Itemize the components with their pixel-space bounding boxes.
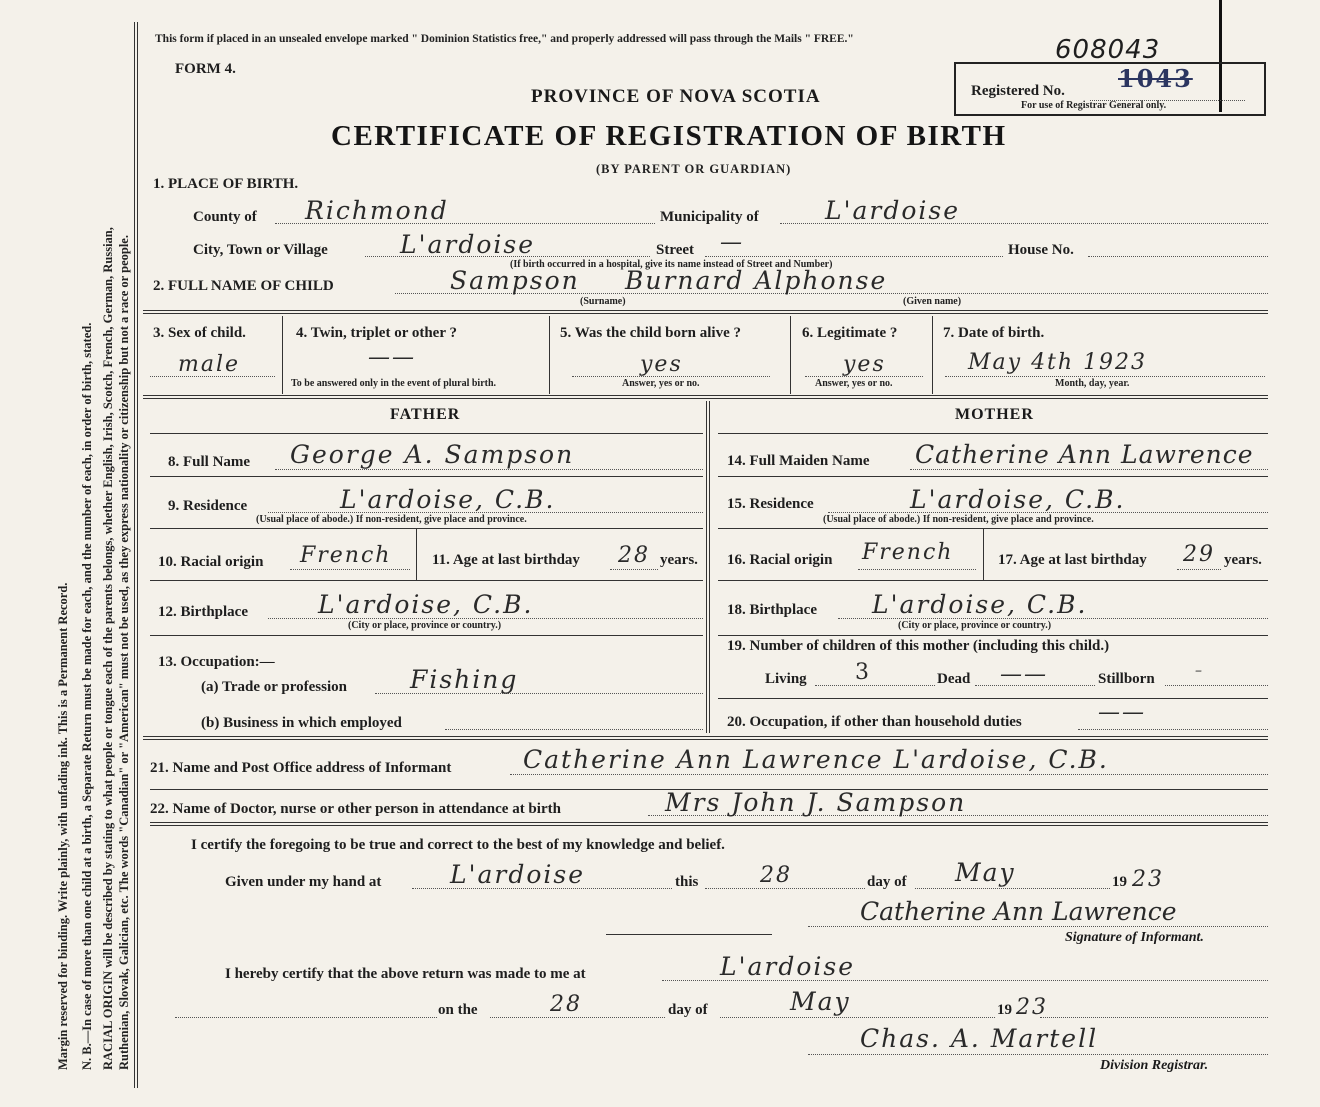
mother-age-label: 17. Age at last birthday	[998, 552, 1147, 568]
registrar-statement: I hereby certify that the above return was made to me at	[225, 966, 586, 982]
informant-signature-label: Signature of Informant.	[1065, 930, 1204, 945]
mother-years: years.	[1224, 552, 1262, 568]
father-birthplace: L'ardoise, C.B.	[318, 590, 534, 619]
given-place: L'ardoise	[450, 860, 586, 889]
living-value: 3	[855, 660, 871, 685]
father-race: French	[300, 543, 392, 568]
given-month: May	[955, 858, 1016, 887]
born-alive-note: Answer, yes or no.	[622, 378, 700, 389]
father-occupation-label: 13. Occupation:—	[158, 654, 275, 670]
father-age-label: 11. Age at last birthday	[432, 552, 580, 568]
street-label: Street	[656, 242, 695, 258]
informant-value: Catherine Ann Lawrence L'ardoise, C.B.	[523, 745, 1109, 774]
mother-birthplace-note: (City or place, province or country.)	[898, 620, 1052, 631]
section-place-of-birth: 1. PLACE OF BIRTH.	[153, 176, 299, 192]
twin-label: 4. Twin, triplet or other ?	[296, 325, 457, 341]
born-alive-label: 5. Was the child born alive ?	[560, 325, 741, 341]
mother-residence-note: (Usual place of abode.) If non-resident, give place and province.	[823, 514, 1094, 525]
child-surname: Sampson	[450, 266, 580, 295]
county-label: County of	[193, 209, 257, 225]
legitimate-note: Answer, yes or no.	[815, 378, 893, 389]
margin-note-separate-return: N. B.—In case of more than one child at a birth, a Separate Return must be made for each, and the number of each, in order of birth, stated.	[80, 322, 94, 1070]
father-trade: Fishing	[410, 665, 519, 694]
form-number: FORM 4.	[175, 61, 236, 77]
father-years: years.	[660, 552, 698, 568]
city-value: L'ardoise	[400, 230, 536, 259]
dead-value: ——	[1000, 662, 1048, 687]
certificate-subtitle: (BY PARENT OR GUARDIAN)	[596, 162, 792, 176]
legitimate-value: yes	[843, 352, 886, 377]
given-year-prefix: 19	[1112, 874, 1127, 890]
father-heading: FATHER	[390, 406, 461, 423]
father-residence-label: 9. Residence	[168, 498, 248, 514]
dob-value: May 4th 1923	[968, 350, 1148, 375]
mother-age: 29	[1183, 542, 1215, 567]
this-label: this	[675, 874, 699, 890]
given-day: 28	[760, 863, 792, 888]
given-under-label: Given under my hand at	[225, 874, 382, 890]
doctor-value: Mrs John J. Sampson	[665, 788, 967, 817]
father-birthplace-note: (City or place, province or country.)	[348, 620, 502, 631]
mail-note: This form if placed in an unsealed envelope marked " Dominion Statistics free," and properly addressed will pass through the Mails " FREE."	[155, 33, 854, 45]
doctor-label: 22. Name of Doctor, nurse or other person in attendance at birth	[150, 801, 561, 817]
registrar-signature-label: Division Registrar.	[1100, 1058, 1209, 1073]
city-label: City, Town or Village	[193, 242, 328, 258]
living-label: Living	[765, 671, 807, 687]
father-name-label: 8. Full Name	[168, 454, 251, 470]
child-given-name: Burnard Alphonse	[625, 266, 888, 295]
on-the-label: on the	[438, 1002, 478, 1018]
registrar-day: 28	[550, 992, 582, 1017]
father-race-label: 10. Racial origin	[158, 554, 264, 570]
dead-label: Dead	[937, 671, 971, 687]
stillborn-value: –	[1195, 663, 1204, 679]
mother-residence: L'ardoise, C.B.	[910, 485, 1126, 514]
mother-residence-label: 15. Residence	[727, 496, 814, 512]
father-residence: L'ardoise, C.B.	[340, 485, 556, 514]
dob-note: Month, day, year.	[1055, 378, 1130, 389]
mother-birthplace-label: 18. Birthplace	[727, 602, 817, 618]
municipality-label: Municipality of	[660, 209, 759, 225]
registered-label: Registered No.	[971, 83, 1065, 99]
legitimate-label: 6. Legitimate ?	[802, 325, 898, 341]
registrar-year-prefix: 19	[997, 1002, 1012, 1018]
born-alive-value: yes	[640, 352, 683, 377]
municipality-value: L'ardoise	[825, 196, 961, 225]
registrar-month: May	[790, 987, 851, 1016]
informant-label: 21. Name and Post Office address of Informant	[150, 760, 452, 776]
sex-value: male	[178, 352, 241, 377]
mother-heading: MOTHER	[955, 406, 1034, 423]
father-age: 28	[618, 543, 650, 568]
mother-name-label: 14. Full Maiden Name	[727, 453, 870, 469]
registrar-day-of-label: day of	[668, 1002, 708, 1018]
mother-race-label: 16. Racial origin	[727, 552, 833, 568]
hospital-note: (If birth occurred in a hospital, give its name instead of Street and Number)	[510, 259, 833, 270]
given-year-suffix: 23	[1132, 867, 1164, 892]
margin-note-racial-origin-2: Ruthenian, Slovak, Galician, etc. The words "Canadian" or "American" must not be used, as they express nationality or citizenship but not a race or people.	[117, 235, 131, 1070]
father-residence-note: (Usual place of abode.) If non-resident, give place and province.	[256, 514, 527, 525]
twin-note: To be answered only in the event of plural birth.	[291, 378, 497, 389]
registrar-year-suffix: 23	[1016, 995, 1048, 1020]
registrar-note: For use of Registrar General only.	[1021, 100, 1167, 111]
mother-name: Catherine Ann Lawrence	[915, 440, 1254, 469]
margin-note-binding: Margin reserved for binding. Write plainly, with unfading ink. This is a Permanent Record.	[56, 582, 70, 1070]
margin-rule	[134, 22, 138, 1088]
registered-number: 1043	[1118, 64, 1193, 93]
street-value: —	[720, 230, 744, 255]
children-count-label: 19. Number of children of this mother (including this child.)	[727, 638, 1110, 654]
mother-occupation: ——	[1098, 700, 1146, 725]
trade-label: (a) Trade or profession	[201, 679, 347, 695]
surname-note: (Surname)	[580, 296, 626, 307]
informant-signature: Catherine Ann Lawrence	[860, 897, 1177, 926]
dob-label: 7. Date of birth.	[943, 325, 1045, 341]
mother-occupation-label: 20. Occupation, if other than household duties	[727, 714, 1022, 730]
given-name-note: (Given name)	[903, 296, 962, 307]
margin-note-racial-origin: RACIAL ORIGIN will be described by stating to what people or tongue each of the parents belongs, whether English, Irish, Scotch, French, German, Russian,	[101, 227, 115, 1070]
day-of-label: day of	[867, 874, 907, 890]
sex-label: 3. Sex of child.	[153, 325, 246, 341]
business-label: (b) Business in which employed	[201, 715, 402, 731]
stamped-number: 608043	[1055, 35, 1161, 65]
mother-race: French	[862, 540, 954, 565]
child-name-label: 2. FULL NAME OF CHILD	[153, 278, 334, 294]
province-title: PROVINCE OF NOVA SCOTIA	[531, 86, 821, 107]
certificate-title: CERTIFICATE OF REGISTRATION OF BIRTH	[331, 120, 1007, 152]
stillborn-label: Stillborn	[1098, 671, 1155, 687]
father-birthplace-label: 12. Birthplace	[158, 604, 248, 620]
certify-statement: I certify the foregoing to be true and correct to the best of my knowledge and belief.	[191, 837, 725, 853]
registrar-signature: Chas. A. Martell	[860, 1024, 1099, 1053]
registrar-place: L'ardoise	[720, 952, 856, 981]
twin-value: ——	[368, 345, 416, 370]
father-name: George A. Sampson	[290, 440, 575, 469]
county-value: Richmond	[305, 196, 449, 225]
mother-birthplace: L'ardoise, C.B.	[872, 590, 1088, 619]
house-number-label: House No.	[1008, 242, 1074, 258]
